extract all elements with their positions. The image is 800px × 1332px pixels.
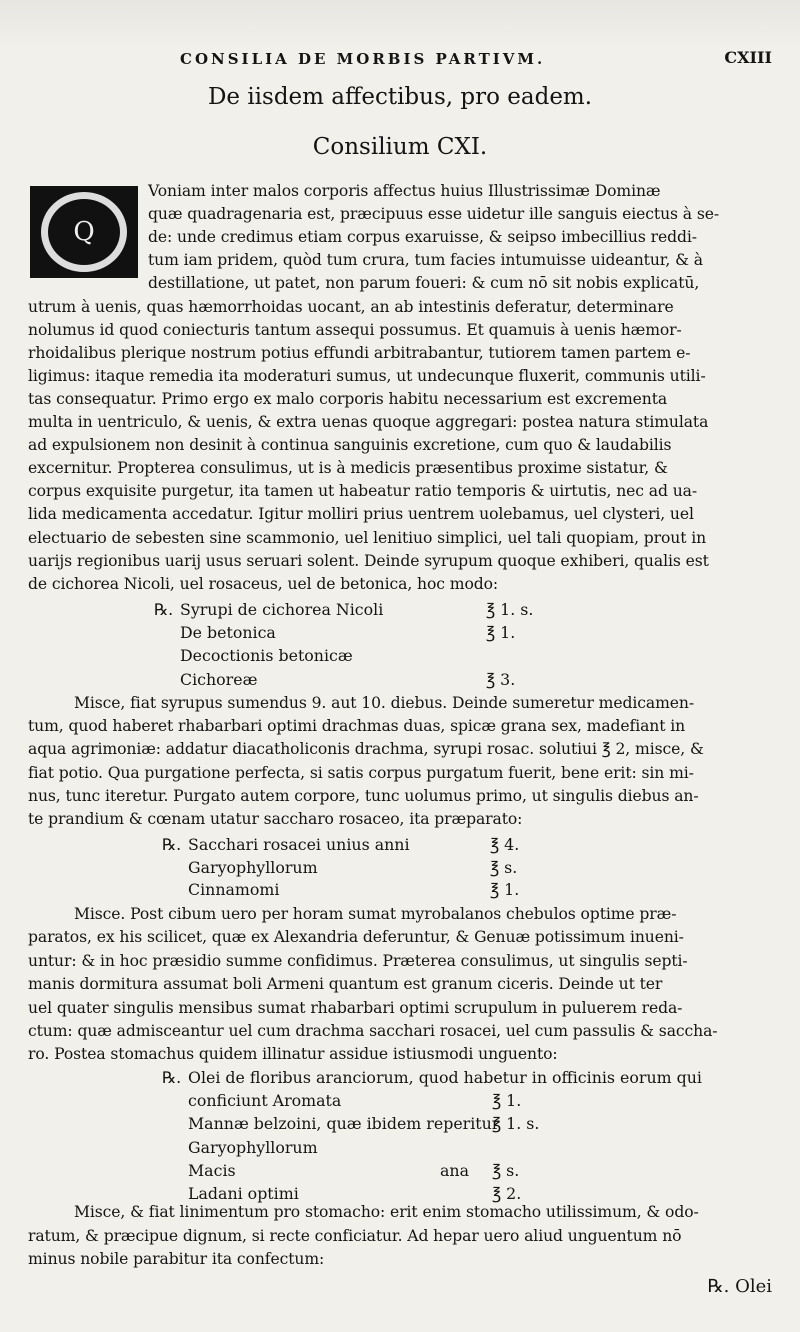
text-line: minus nobile parabitur ita confectum: (28, 1250, 325, 1268)
text-line: ratum, & præcipue dignum, si recte conficiatur. Ad hepar uero aliud unguentum nō (28, 1226, 682, 1245)
ingredient-quantity: ℥ 1. (492, 1091, 522, 1111)
catchword: ℞. Olei (707, 1276, 772, 1297)
recipe-symbol: ℞. (162, 835, 182, 854)
text-line: ligimus: itaque remedia ita moderaturi sumus, ut undecunque fluxerit, communis utili- (28, 366, 706, 385)
text-line: multa in uentriculo, & uenis, & extra uenas quoque aggregari: postea natura stimulata (28, 413, 709, 431)
text-line: de cichorea Nicoli, uel rosaceus, uel de betonica, hoc modo: (28, 574, 499, 593)
text-line: Misce, & fiat linimentum pro stomacho: erit enim stomacho utilissimum, & odo- (74, 1203, 699, 1221)
text-line: corpus exquisite purgetur, ita tamen ut habeatur ratio temporis & uirtutis, nec ad ua- (28, 482, 698, 501)
text-line: Voniam inter malos corporis affectus huius Illustrissimæ Dominæ (148, 182, 661, 200)
ingredient-name: conficiunt Aromata (188, 1091, 342, 1111)
ingredient-name: Mannæ belzoini, quæ ibidem reperitur (188, 1114, 500, 1134)
recipe-symbol: ℞. (154, 600, 174, 619)
recipe-symbol: ℞. (162, 1068, 182, 1087)
text-line: ctum: quæ admisceantur uel cum drachma sacchari rosacei, uel cum passulis & saccha- (28, 1022, 718, 1040)
running-head: CONSILIA DE MORBIS PARTIVM. (180, 50, 546, 68)
ingredient-quantity: ℥ s. (492, 1160, 520, 1180)
ingredient-quantity: ℥ 2. (492, 1184, 522, 1203)
text-line: fiat potio. Qua purgatione perfecta, si satis corpus purgatum fuerit, bene erit: sin mi- (28, 763, 694, 782)
folio-number: CXIII (724, 48, 772, 67)
text-line: tum iam pridem, quòd tum crura, tum facies intumuisse uideantur, & à (148, 251, 703, 270)
text-line: Misce. Post cibum uero per horam sumat myrobalanos chebulos optime præ- (74, 905, 677, 923)
text-line: untur: & in hoc præsidio summe confidimus. Præterea consulimus, ut singulis septi- (28, 951, 688, 970)
text-line: manis dormitura assumat boli Armeni quantum est granum ciceris. Deinde ut ter (28, 975, 663, 994)
section-heading: De iisdem affectibus, pro eadem. (207, 84, 593, 110)
ingredient-quantity: ℥ 3. (486, 669, 516, 689)
ingredient-name: Decoctionis betonicæ (180, 646, 353, 666)
initial-letter: Q (73, 217, 95, 247)
text-line: destillatione, ut patet, non parum foueri: & cum nō sit nobis explicatū, (148, 274, 700, 293)
ingredient-name: Garyophyllorum (188, 1137, 318, 1157)
consilium-title: Consilium CXI. (312, 134, 488, 160)
text-line: lida medicamenta accedatur. Igitur molliri prius uentrem uolebamus, uel clysteri, uel (28, 505, 694, 524)
ingredient-quantity: ℥ 1. s. (492, 1114, 540, 1134)
text-line: de: unde credimus etiam corpus exaruisse, & seipso imbecillius reddi- (148, 228, 697, 247)
ingredient-name: Cichoreæ (180, 669, 258, 689)
ingredient-name: Ladani optimi (188, 1184, 299, 1203)
text-line: utrum à uenis, quas hæmorrhoidas uocant, an ab intestinis deferatur, determinare (28, 297, 674, 316)
page-top-shadow (0, 0, 800, 50)
text-line: rhoidalibus plerique nostrum potius effundi arbitrabantur, tutiorem tamen partem e- (28, 343, 691, 362)
text-line: uarijs regionibus uarij usus seruari solent. Deinde syrupum quoque exhiberi, qualis est (28, 551, 709, 570)
initial-ornament-icon (41, 192, 127, 272)
ingredient-name: De betonica (180, 623, 276, 643)
text-line: electuario de sebesten sine scammonio, uel lenitiuo simplici, uel tali quopiam, prout in (28, 528, 707, 547)
ingredient-name: Garyophyllorum (188, 857, 318, 877)
ingredient-quantity: ℥ 1. (490, 880, 520, 899)
ingredient-name: Cinnamomi (188, 880, 280, 899)
ingredient-quantity: ℥ 4. (490, 835, 520, 854)
text-line: quæ quadragenaria est, præcipuus esse uidetur ille sanguis eiectus à se- (148, 205, 720, 224)
text-line: ro. Postea stomachus quidem illinatur assidue istiusmodi unguento: (28, 1045, 558, 1064)
ana-marker: ana (440, 1160, 470, 1180)
ingredient-quantity: ℥ 1. (486, 623, 516, 643)
text-line: ad expulsionem non desinit à continua sanguinis excretione, cum quo & laudabilis (28, 436, 672, 455)
text-line: nolumus id quod coniecturis tantum assequi possumus. Et quamuis à uenis hæmor- (28, 320, 682, 339)
ingredient-name: Olei de floribus aranciorum, quod habetur in officinis eorum qui (188, 1068, 702, 1087)
text-line: uel quater singulis mensibus sumat rhabarbari optimi scrupulum in puluerem reda- (28, 998, 683, 1017)
text-line: te prandium & cœnam utatur saccharo rosaceo, ita præparato: (28, 810, 523, 828)
text-line: Misce, fiat syrupus sumendus 9. aut 10. diebus. Deinde sumeretur medicamen- (74, 694, 695, 712)
ingredient-name: Syrupi de cichorea Nicoli (180, 600, 384, 619)
text-line: excernitur. Propterea consulimus, ut is à medicis præsentibus proxime sistatur, & (28, 459, 668, 478)
text-line: tas consequatur. Primo ergo ex malo corporis habitu necessarium est excrementa (28, 389, 668, 408)
ingredient-name: Sacchari rosacei unius anni (188, 835, 410, 854)
text-line: nus, tunc iteretur. Purgato autem corpore, tunc uolumus primo, ut singulis diebus an- (28, 786, 699, 805)
ingredient-quantity: ℥ 1. s. (486, 600, 534, 619)
text-line: paratos, ex his scilicet, quæ ex Alexandria deferuntur, & Genuæ potissimum inueni- (28, 928, 684, 947)
text-line: tum, quod haberet rhabarbari optimi drachmas duas, spicæ grana sex, madefiant in (28, 717, 686, 736)
decorated-initial (30, 186, 138, 278)
ingredient-quantity: ℥ s. (490, 857, 518, 877)
text-line: aqua agrimoniæ: addatur diacatholiconis drachma, syrupi rosac. solutiui ℥ 2, misce, & (28, 740, 704, 759)
ingredient-name: Macis (188, 1160, 236, 1180)
